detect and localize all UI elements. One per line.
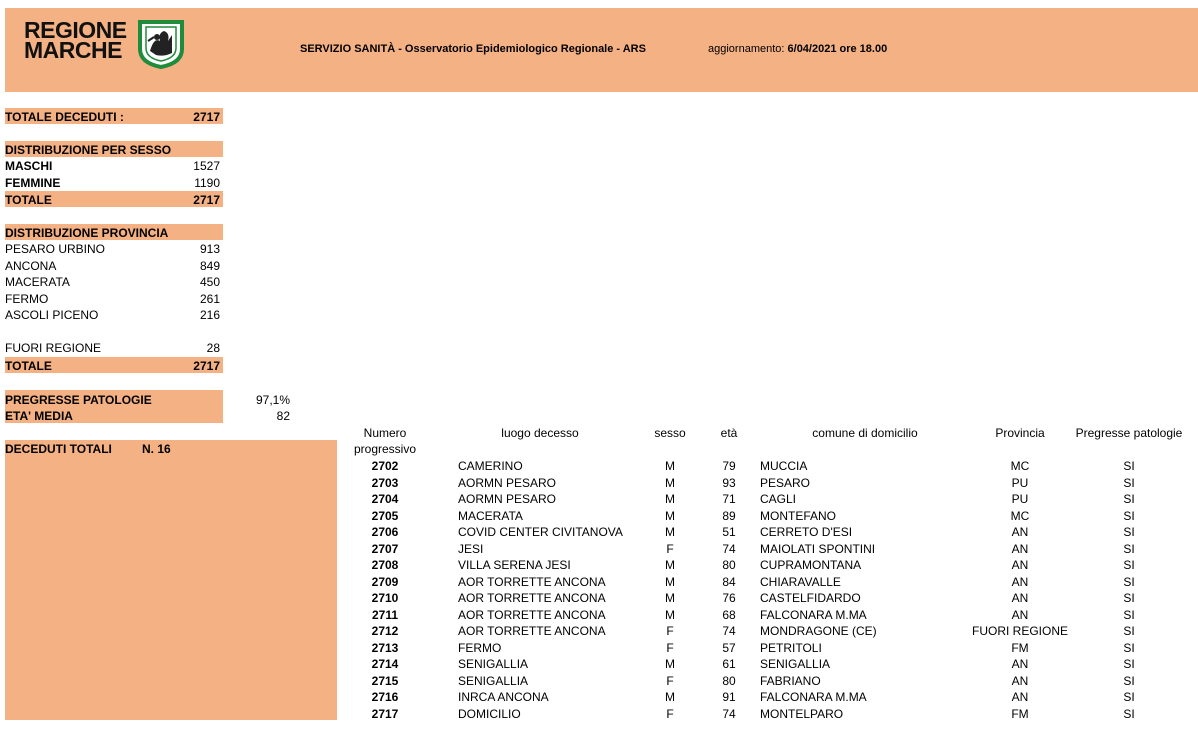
row-eta: 61 xyxy=(722,657,736,671)
row-provincia: AN xyxy=(1011,542,1029,556)
row-sesso: F xyxy=(666,542,674,556)
header-patologie: Pregresse patologie xyxy=(1075,426,1183,440)
row-comune: MUCCIA xyxy=(760,459,808,473)
header-sesso: sesso xyxy=(654,426,686,440)
row-luogo: CAMERINO xyxy=(458,459,523,473)
row-numero: 2714 xyxy=(371,657,399,671)
header-luogo: luogo decesso xyxy=(501,426,579,440)
header-comune: comune di domicilio xyxy=(812,426,918,440)
row-comune: PETRITOLI xyxy=(760,641,822,655)
row-eta: 80 xyxy=(722,674,736,688)
update-timestamp xyxy=(708,43,887,55)
row-provincia: AN xyxy=(1011,558,1029,572)
row-patologie: SI xyxy=(1123,459,1135,473)
maschi-label: MASCHI xyxy=(5,159,53,173)
patologie-label: PREGRESSE PATOLOGIE xyxy=(5,393,152,407)
row-numero: 2712 xyxy=(371,624,399,638)
row-luogo: SENIGALLIA xyxy=(458,657,529,671)
row-numero: 2717 xyxy=(371,707,399,721)
deceduti-count: N. 16 xyxy=(142,442,171,456)
provincia-totale-label: TOTALE xyxy=(5,359,52,373)
row-luogo: AORMN PESARO xyxy=(458,476,557,490)
row-provincia: MC xyxy=(1010,509,1030,523)
row-numero: 2704 xyxy=(371,492,399,506)
row-sesso: M xyxy=(665,657,675,671)
row-provincia: AN xyxy=(1011,657,1029,671)
row-sesso: M xyxy=(665,459,675,473)
sesso-title: DISTRIBUZIONE PER SESSO xyxy=(5,143,172,157)
totale-deceduti-value: 2717 xyxy=(193,110,220,124)
row-sesso: M xyxy=(665,525,675,539)
row-patologie: SI xyxy=(1123,525,1135,539)
maschi-value: 1527 xyxy=(193,159,220,173)
provincia-item-value: 913 xyxy=(199,242,220,256)
header-eta: età xyxy=(720,426,738,440)
row-luogo: AORMN PESARO xyxy=(458,492,557,506)
row-sesso: M xyxy=(665,591,675,605)
provincia-item-label: ASCOLI PICENO xyxy=(5,308,99,322)
row-numero: 2702 xyxy=(371,459,399,473)
row-numero: 2716 xyxy=(371,690,399,704)
row-numero: 2713 xyxy=(371,641,399,655)
row-numero: 2710 xyxy=(371,591,399,605)
row-sesso: F xyxy=(666,641,674,655)
header-numero-line1: Numero xyxy=(363,426,407,440)
row-comune: FALCONARA M.MA xyxy=(760,690,867,704)
row-luogo: AOR TORRETTE ANCONA xyxy=(458,575,606,589)
row-sesso: M xyxy=(665,492,675,506)
row-patologie: SI xyxy=(1123,558,1135,572)
row-luogo: FERMO xyxy=(458,641,502,655)
row-eta: 84 xyxy=(722,575,736,589)
row-eta: 68 xyxy=(722,608,736,622)
row-numero: 2707 xyxy=(371,542,399,556)
provincia-item-value: 261 xyxy=(199,292,220,306)
deceduti-totali-label: DECEDUTI TOTALI xyxy=(5,442,112,456)
row-eta: 76 xyxy=(722,591,736,605)
row-patologie: SI xyxy=(1123,608,1135,622)
row-provincia: AN xyxy=(1011,591,1029,605)
row-eta: 51 xyxy=(722,525,736,539)
row-provincia: FM xyxy=(1011,641,1029,655)
sesso-totale-value: 2717 xyxy=(193,193,220,207)
provincia-item-value: 216 xyxy=(199,308,220,322)
row-luogo: DOMICILIO xyxy=(458,707,521,721)
header-provincia: Provincia xyxy=(995,426,1045,440)
deceduti-totali-block xyxy=(5,440,337,720)
row-numero: 2709 xyxy=(371,575,399,589)
logo-line-2: MARCHE xyxy=(24,37,122,63)
provincia-item-value: 849 xyxy=(199,259,220,273)
provincia-item-label: PESARO URBINO xyxy=(5,242,106,256)
row-sesso: M xyxy=(665,575,675,589)
femmine-value: 1190 xyxy=(194,176,220,190)
row-comune: FALCONARA M.MA xyxy=(760,608,867,622)
row-patologie: SI xyxy=(1123,657,1135,671)
row-luogo: INRCA ANCONA xyxy=(458,690,549,704)
row-comune: CASTELFIDARDO xyxy=(760,591,861,605)
sesso-totale-label: TOTALE xyxy=(5,193,52,207)
row-patologie: SI xyxy=(1123,575,1135,589)
row-patologie: SI xyxy=(1123,476,1135,490)
row-sesso: F xyxy=(666,674,674,688)
patologie-value: 97,1% xyxy=(255,393,290,407)
row-comune: SENIGALLIA xyxy=(760,657,831,671)
row-provincia: FM xyxy=(1011,707,1029,721)
provincia-item-value: 450 xyxy=(199,275,220,289)
row-luogo: SENIGALLIA xyxy=(458,674,529,688)
eta-media-value: 82 xyxy=(276,409,290,423)
row-comune: CUPRAMONTANA xyxy=(760,558,862,572)
row-comune: MAIOLATI SPONTINI xyxy=(760,542,876,556)
femmine-label: FEMMINE xyxy=(5,176,61,190)
row-comune: MONDRAGONE (CE) xyxy=(760,624,877,638)
row-patologie: SI xyxy=(1123,624,1135,638)
update-label: aggiornamento: xyxy=(708,43,785,55)
row-sesso: M xyxy=(665,476,675,490)
row-comune: CAGLI xyxy=(760,492,797,506)
row-provincia: AN xyxy=(1011,674,1029,688)
row-eta: 74 xyxy=(722,542,736,556)
row-sesso: M xyxy=(665,558,675,572)
row-sesso: M xyxy=(665,509,675,523)
row-patologie: SI xyxy=(1123,591,1135,605)
row-provincia: AN xyxy=(1011,608,1029,622)
row-comune: CERRETO D'ESI xyxy=(760,525,853,539)
provincia-item-label: ANCONA xyxy=(5,259,57,273)
row-patologie: SI xyxy=(1123,492,1135,506)
row-numero: 2711 xyxy=(371,608,399,622)
row-luogo: COVID CENTER CIVITANOVA xyxy=(458,525,623,539)
header-numero xyxy=(352,425,418,457)
row-sesso: M xyxy=(665,690,675,704)
row-eta: 57 xyxy=(722,641,736,655)
row-luogo: MACERATA xyxy=(458,509,523,523)
update-value: 6/04/2021 ore 18.00 xyxy=(787,43,888,55)
row-luogo: VILLA SERENA JESI xyxy=(458,558,571,572)
row-provincia: PU xyxy=(1011,476,1029,490)
row-eta: 71 xyxy=(722,492,736,506)
row-luogo: AOR TORRETTE ANCONA xyxy=(458,624,606,638)
row-eta: 80 xyxy=(722,558,736,572)
row-numero: 2706 xyxy=(371,525,399,539)
row-numero: 2708 xyxy=(371,558,399,572)
row-eta: 74 xyxy=(722,707,736,721)
row-provincia: FUORI REGIONE xyxy=(971,624,1068,638)
row-luogo: AOR TORRETTE ANCONA xyxy=(458,591,606,605)
provincia-totale-value: 2717 xyxy=(193,359,220,373)
row-luogo: AOR TORRETTE ANCONA xyxy=(458,608,606,622)
row-luogo: JESI xyxy=(458,542,484,556)
row-sesso: M xyxy=(665,608,675,622)
row-patologie: SI xyxy=(1123,707,1135,721)
regione-marche-logo xyxy=(24,17,127,63)
row-numero: 2715 xyxy=(371,674,399,688)
header-numero-line2: progressivo xyxy=(353,442,417,456)
row-patologie: SI xyxy=(1123,690,1135,704)
row-comune: MONTELPARO xyxy=(760,707,844,721)
row-numero: 2703 xyxy=(371,476,399,490)
row-comune: FABRIANO xyxy=(760,674,821,688)
row-provincia: AN xyxy=(1011,690,1029,704)
row-provincia: AN xyxy=(1011,525,1029,539)
row-eta: 91 xyxy=(722,690,736,704)
row-provincia: PU xyxy=(1011,492,1029,506)
row-comune: PESARO xyxy=(760,476,811,490)
regione-shield-icon xyxy=(136,19,186,69)
row-eta: 93 xyxy=(722,476,736,490)
row-patologie: SI xyxy=(1123,509,1135,523)
row-comune: MONTEFANO xyxy=(760,509,837,523)
row-provincia: AN xyxy=(1011,575,1029,589)
row-eta: 74 xyxy=(722,624,736,638)
row-comune: CHIARAVALLE xyxy=(760,575,841,589)
eta-media-label: ETA' MEDIA xyxy=(5,409,73,423)
row-numero: 2705 xyxy=(371,509,399,523)
provincia-title: DISTRIBUZIONE PROVINCIA xyxy=(5,226,169,240)
row-eta: 79 xyxy=(722,459,736,473)
provincia-item-label: MACERATA xyxy=(5,275,70,289)
row-patologie: SI xyxy=(1123,641,1135,655)
row-patologie: SI xyxy=(1123,542,1135,556)
row-patologie: SI xyxy=(1123,674,1135,688)
totale-deceduti-label: TOTALE DECEDUTI : xyxy=(5,110,124,124)
page-title: SERVIZIO SANITÀ - Osservatorio Epidemiologico Regionale - ARS xyxy=(300,43,646,55)
row-sesso: F xyxy=(666,707,674,721)
logo-line-1: REGIONE xyxy=(24,17,127,43)
fuori-regione-label: FUORI REGIONE xyxy=(5,341,102,355)
row-sesso: F xyxy=(666,624,674,638)
row-provincia: MC xyxy=(1010,459,1030,473)
provincia-item-label: FERMO xyxy=(5,292,49,306)
fuori-regione-value: 28 xyxy=(206,341,220,355)
row-eta: 89 xyxy=(722,509,736,523)
